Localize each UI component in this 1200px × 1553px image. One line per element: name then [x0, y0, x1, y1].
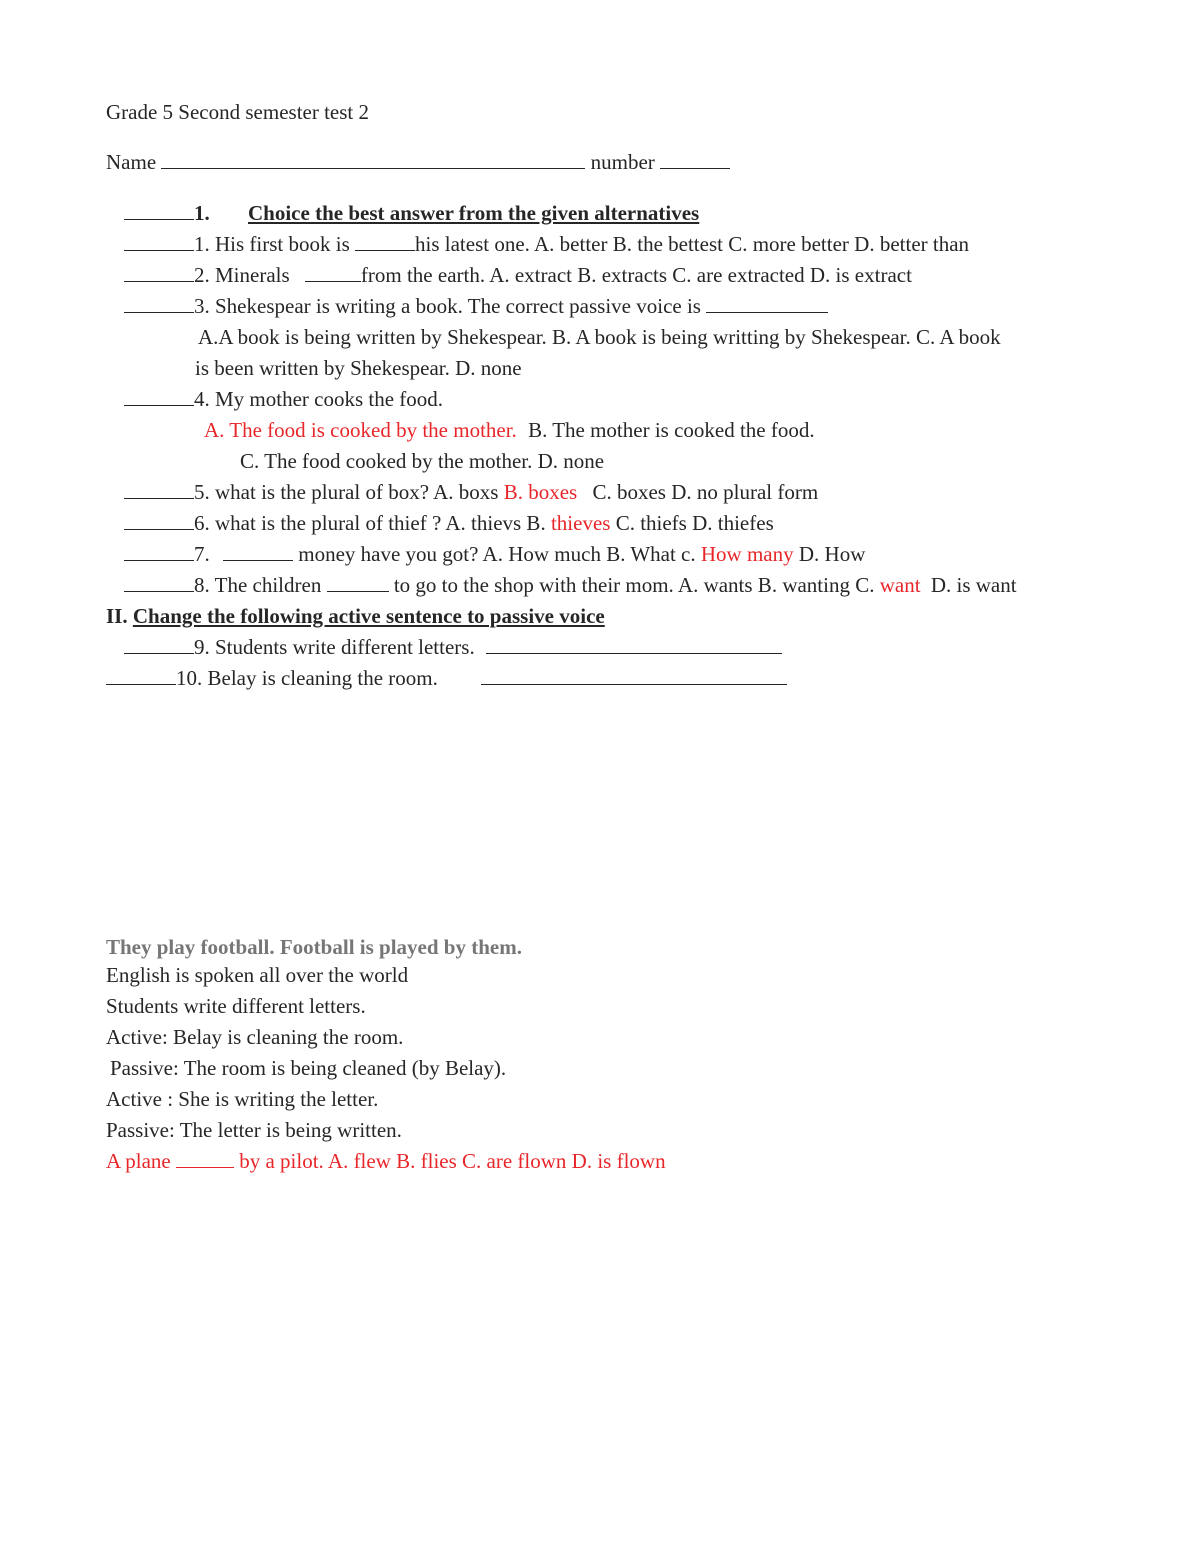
name-row [106, 150, 730, 174]
question-10-answer-line[interactable] [481, 666, 787, 685]
question-9 [124, 635, 782, 659]
question-7-correct-option: How many [700, 542, 794, 566]
question-3 [124, 294, 828, 318]
question-9-answer-line[interactable] [486, 635, 782, 654]
extra-question-options: by a pilot. A. flew B. flies C. are flown D. is flown [239, 1149, 666, 1173]
note-line-3: Active: Belay is cleaning the room. [106, 1025, 404, 1049]
question-3-stem: 3. Shekespear is writing a book. The correct passive voice is [194, 294, 701, 318]
answer-blank-1[interactable] [124, 232, 194, 251]
question-1 [124, 232, 969, 256]
name-label: Name [106, 150, 157, 174]
question-5-options: C. boxes D. no plural form [592, 480, 819, 504]
example-sentence: They play football. Football is played by them. [106, 935, 522, 959]
note-line-2: Students write different letters. [106, 994, 366, 1018]
question-4-correct-option: A. The food is cooked by the mother. [204, 418, 517, 442]
question-7 [124, 542, 865, 566]
note-line-4: Passive: The room is being cleaned (by Belay). [110, 1056, 507, 1080]
question-5-correct-option: B. boxes [503, 480, 578, 504]
name-field[interactable] [161, 150, 585, 169]
question-4-options-line-1 [204, 418, 815, 442]
question-1-stem: 1. His first book is [194, 232, 350, 256]
question-7-gap [223, 542, 293, 561]
section-1-score-blank[interactable] [124, 201, 194, 220]
section-2-title: Change the following active sentence to passive voice [132, 604, 605, 628]
question-3-options-line-2: is been written by Shekespear. D. none [195, 356, 522, 380]
number-field[interactable] [660, 150, 730, 169]
answer-blank-2[interactable] [124, 263, 194, 282]
question-6 [124, 511, 774, 535]
extra-question-gap [176, 1149, 234, 1168]
question-5-text: 5. what is the plural of box? A. boxs [194, 480, 504, 504]
question-2-stem: 2. Minerals [194, 263, 290, 287]
answer-blank-10[interactable] [106, 666, 176, 685]
answer-blank-5[interactable] [124, 480, 194, 499]
note-line-6: Passive: The letter is being written. [106, 1118, 402, 1142]
question-10 [106, 666, 787, 690]
number-label: number [590, 150, 655, 174]
extra-question-stem: A plane [106, 1149, 171, 1173]
question-2-gap [305, 263, 361, 282]
question-6-correct-option: thieves [550, 511, 611, 535]
question-1-options: his latest one. A. better B. the bettest C. more better D. better than [415, 232, 970, 256]
question-9-text: 9. Students write different letters. [194, 635, 475, 659]
question-7-options: D. How [798, 542, 866, 566]
question-1-gap [355, 232, 415, 251]
question-4 [124, 387, 443, 411]
test-title: Grade 5 Second semester test 2 [106, 100, 370, 124]
section-1-title: Choice the best answer from the given alternatives [248, 201, 700, 225]
question-8-stem: 8. The children [194, 573, 322, 597]
question-6-options: C. thiefs D. thiefes [615, 511, 774, 535]
answer-blank-7[interactable] [124, 542, 194, 561]
question-7-text: money have you got? A. How much B. What c. [298, 542, 701, 566]
question-2 [124, 263, 912, 287]
answer-blank-4[interactable] [124, 387, 194, 406]
question-4-stem: 4. My mother cooks the food. [194, 387, 444, 411]
section-1-heading [124, 201, 700, 225]
extra-question [106, 1149, 666, 1173]
question-8 [124, 573, 1017, 597]
answer-blank-6[interactable] [124, 511, 194, 530]
section-2-heading [106, 604, 605, 628]
question-4-options-line-2: C. The food cooked by the mother. D. none [240, 449, 605, 473]
question-3-gap [706, 294, 828, 313]
question-4-option-b: B. The mother is cooked the food. [528, 418, 815, 442]
question-3-options-line-1: A.A book is being written by Shekespear. B. A book is being writting by Shekespear. C. A book [198, 325, 1001, 349]
answer-blank-3[interactable] [124, 294, 194, 313]
question-8-options: D. is want [930, 573, 1017, 597]
question-8-gap [327, 573, 389, 592]
note-line-1: English is spoken all over the world [106, 963, 409, 987]
question-8-text: to go to the shop with their mom. A. wants B. wanting C. [393, 573, 880, 597]
question-10-text: 10. Belay is cleaning the room. [176, 666, 438, 690]
answer-blank-9[interactable] [124, 635, 194, 654]
question-2-options: from the earth. A. extract B. extracts C. are extracted D. is extract [360, 263, 912, 287]
section-1-number: 1. [194, 201, 210, 225]
answer-blank-8[interactable] [124, 573, 194, 592]
note-line-5: Active : She is writing the letter. [106, 1087, 379, 1111]
question-8-correct-option: want [879, 573, 921, 597]
question-6-text: 6. what is the plural of thief ? A. thievs B. [194, 511, 551, 535]
question-5 [124, 480, 818, 504]
question-7-number: 7. [194, 542, 210, 566]
section-2-number: II. [106, 604, 128, 628]
